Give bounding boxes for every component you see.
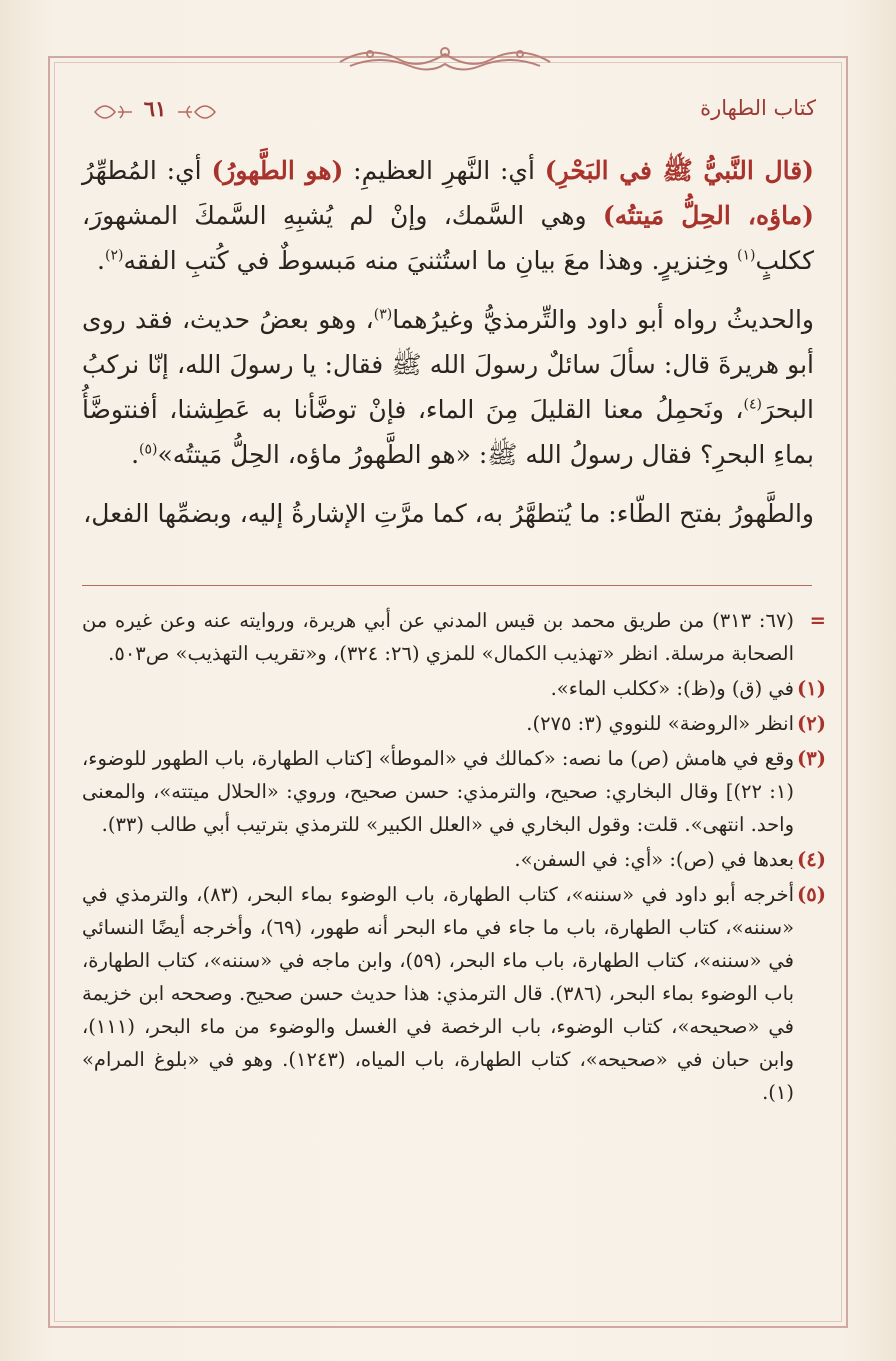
footnotes: [82, 604, 826, 1111]
body-text: ، ونَحمِلُ معنا القليلَ مِنَ الماء، فإنْ توضَّأنا به عَطِشنا، أفنتوضَّأُ بماءِ البحرِ؟ فقال رسولُ الله ﷺ: «هو الطَّهورُ ماؤه، الحِلُّ مَيتتُه»: [82, 395, 814, 469]
top-ornament: [330, 40, 560, 76]
footnote-5: [82, 878, 826, 1109]
page-number: ٦١: [143, 96, 167, 121]
quote-text: (هو الطَّهورُ): [211, 156, 344, 185]
footnote-mark: (٤): [797, 848, 826, 871]
body-text: أي: النَّهرِ العظيمِ:: [343, 156, 545, 185]
footnote-mark: (٥): [797, 883, 826, 906]
page-header: [80, 92, 816, 132]
footnote-text: بعدها في (ص): «أي: في السفن».: [514, 848, 794, 871]
running-title: كتاب الطهارة: [700, 96, 816, 120]
footnote-4: [82, 843, 826, 876]
footnote-ref: (٤): [743, 396, 762, 413]
body-text: ، وهو بعضُ حديث، فقد روى أبو هريرةَ قال: سألَ سائلٌ رسولَ الله ﷺ فقال: يا رسولَ الله، إنّا نركبُ البحرَ: [82, 305, 814, 424]
footnote-2: [82, 707, 826, 740]
footnote-ref: (٥): [139, 441, 158, 458]
body-text: .: [97, 246, 105, 275]
footnote-text: انظر «الروضة» للنووي (٣: ٢٧٥).: [526, 712, 794, 735]
body-text: والطَّهورُ بفتح الطّاء: ما يُتطهَّرُ به، كما مرَّتِ الإشارةُ إليه، وبضمِّها الفعل،: [83, 499, 814, 528]
body-text: أي: المُطهِّرُ: [82, 156, 212, 185]
quote-text: (ماؤه، الحِلُّ مَيتتُه): [602, 201, 814, 230]
footnote-divider: [82, 585, 812, 586]
footnote-mark: (٢): [797, 712, 826, 735]
footnote-ref: (١): [736, 247, 756, 264]
footnote-text: وقع في هامش (ص) ما نصه: «كمالك في «الموطأ» [كتاب الطهارة، باب الطهور للوضوء، (١: ٢٢)] وقال البخاري: صحيح، والترمذي: حسن صحيح، وروي: «الحلال ميتته»، والمعنى واحد. انتهى». قلت: وقول البخاري في «العلل الكبير» للترمذي بترتيب أبي طالب (٣٣).: [82, 747, 794, 836]
footnote-ref: (٢): [105, 247, 124, 264]
footnote-text: (٦٧: ٣١٣) من طريق محمد بن قيس المدني عن أبي هريرة، وروايته عنه وعن غيره من الصحابة مرسلة. انظر «تهذيب الكمال» للمزي (٢٦: ٣٢٤)، و«تقريب التهذيب» ص٥٠٣.: [82, 609, 794, 665]
footnote-mark: (٣): [797, 747, 826, 770]
quote-text: (قال النَّبيُّ ﷺ في البَحْرِ): [544, 156, 815, 185]
body-text: وهي السَّمك، وإنْ لم يُشبِهِ السَّمكَ المشهورَ، ككلبٍ: [82, 201, 814, 275]
footnote-3: [82, 742, 826, 841]
paragraph-2: [82, 297, 814, 477]
paragraph-1: [82, 148, 814, 283]
footnote-mark: (١): [797, 677, 826, 700]
footnote-text: أخرجه أبو داود في «سننه»، كتاب الطهارة، باب الوضوء بماء البحر، (٨٣)، والترمذي في «سننه»، كتاب الطهارة، باب ما جاء في ماء البحر أنه طهور، (٦٩)، وأخرجه أيضًا النسائي في «سننه»، كتاب الطهارة، باب ماء البحر، (٥٩)، وابن ماجه في «سننه»، كتاب الطهارة، باب الوضوء بماء البحر، (٣٨٦). قال الترمذي: هذا حديث حسن صحيح. وصححه ابن خزيمة في «صحيحه»، كتاب الوضوء، باب الرخصة في الغسل والوضوء من ماء البحر، (١١١)، وابن حبان في «صحيحه»، كتاب الطهارة، باب المياه، (١٢٤٣). وهو في «بلوغ المرام» (١).: [82, 883, 795, 1104]
footnote-ref: (٣): [373, 306, 393, 323]
body-text: وخِنزيرٍ. وهذا معَ بيانِ ما استُثنيَ منه مَبسوطٌ في كُتبِ الفقه: [123, 246, 737, 275]
body-text: والحديثُ رواه أبو داود والتِّرمذيُّ وغيرُهما: [392, 305, 814, 334]
footnote-1: [82, 672, 826, 705]
footnote-continuation: [82, 604, 826, 670]
footnote-text: في (ق) و(ظ): «ككلب الماء».: [550, 677, 794, 700]
footnote-mark: =: [809, 609, 826, 632]
main-text: [82, 148, 814, 536]
paragraph-3: [82, 491, 814, 536]
body-text: .: [131, 440, 140, 469]
page-number-ornament: [90, 92, 220, 132]
